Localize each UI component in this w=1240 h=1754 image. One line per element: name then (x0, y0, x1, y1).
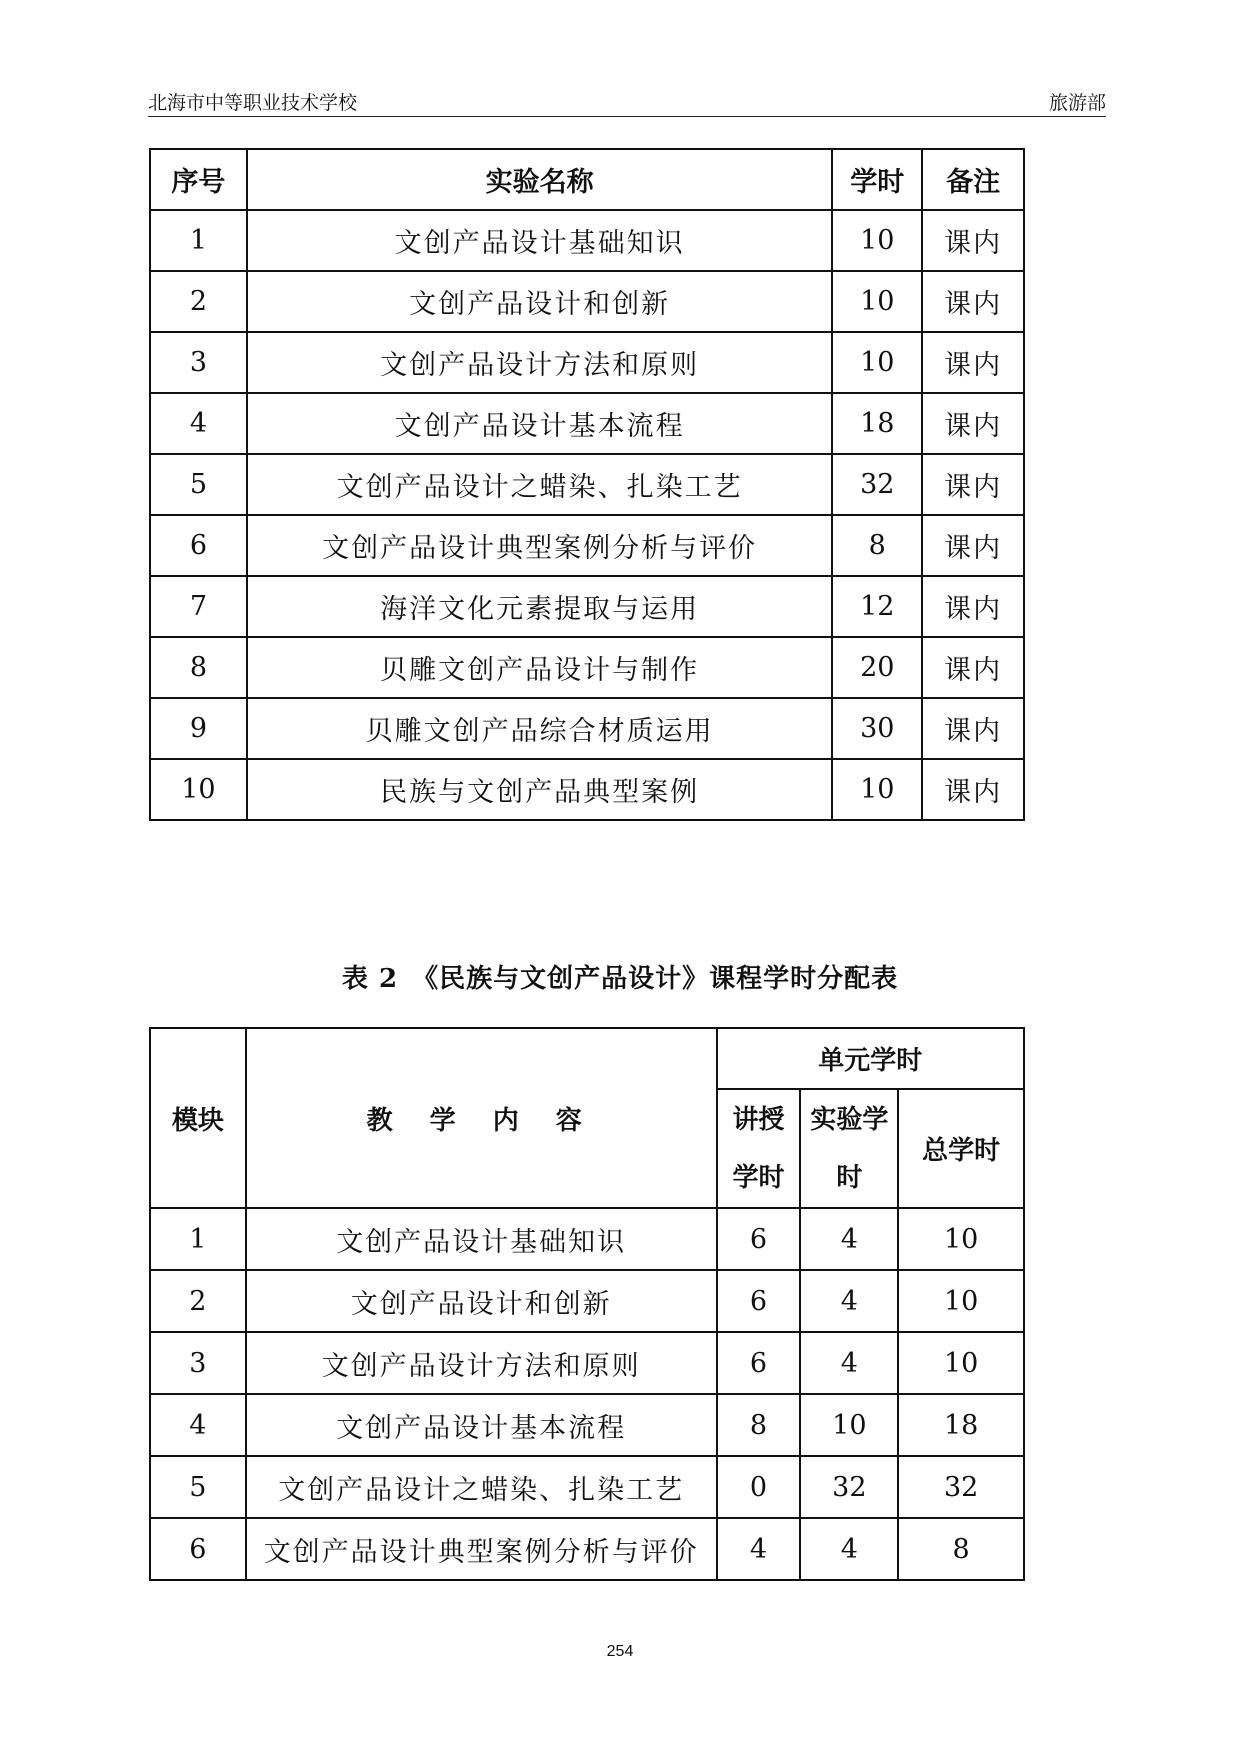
cell-name: 贝雕文创产品综合材质运用 (247, 698, 833, 759)
cell-name: 文创产品设计和创新 (247, 271, 833, 332)
cell-index: 2 (150, 271, 247, 332)
cell-index: 7 (150, 576, 247, 637)
table-row (150, 515, 1024, 576)
cell-name: 贝雕文创产品设计与制作 (247, 637, 833, 698)
cell-hours: 18 (832, 393, 922, 454)
header-lab-line2: 时 (836, 1162, 863, 1193)
cell-remark: 课内 (922, 332, 1024, 393)
experiment-table (149, 148, 1025, 821)
cell-name: 民族与文创产品典型案例 (247, 759, 833, 820)
cell-content: 文创产品设计典型案例分析与评价 (246, 1518, 717, 1580)
cell-content: 文创产品设计方法和原则 (246, 1332, 717, 1394)
table-row (150, 1208, 1024, 1270)
cell-name: 海洋文化元素提取与运用 (247, 576, 833, 637)
cell-lab: 4 (800, 1270, 898, 1332)
table-row (150, 576, 1024, 637)
cell-total: 18 (898, 1394, 1024, 1456)
cell-lab: 4 (800, 1518, 898, 1580)
cell-index: 3 (150, 332, 247, 393)
page-header (148, 88, 1106, 117)
table-row (150, 698, 1024, 759)
header-remark: 备注 (922, 149, 1024, 210)
cell-remark: 课内 (922, 271, 1024, 332)
cell-lecture: 0 (717, 1456, 801, 1518)
cell-lecture: 6 (717, 1208, 801, 1270)
cell-lecture: 6 (717, 1270, 801, 1332)
cell-remark: 课内 (922, 210, 1024, 271)
cell-index: 6 (150, 515, 247, 576)
cell-module: 5 (150, 1456, 246, 1518)
cell-index: 1 (150, 210, 247, 271)
cell-remark: 课内 (922, 759, 1024, 820)
table-row (150, 637, 1024, 698)
table-row (150, 1332, 1024, 1394)
cell-remark: 课内 (922, 454, 1024, 515)
cell-index: 10 (150, 759, 247, 820)
cell-hours: 20 (832, 637, 922, 698)
cell-remark: 课内 (922, 515, 1024, 576)
cell-total: 10 (898, 1332, 1024, 1394)
table-row (150, 1270, 1024, 1332)
cell-total: 8 (898, 1518, 1024, 1580)
cell-module: 2 (150, 1270, 246, 1332)
cell-hours: 32 (832, 454, 922, 515)
cell-module: 1 (150, 1208, 246, 1270)
cell-lecture: 8 (717, 1394, 801, 1456)
cell-lab: 32 (800, 1456, 898, 1518)
table-header-row (150, 1028, 1024, 1089)
cell-lecture: 6 (717, 1332, 801, 1394)
cell-lab: 4 (800, 1332, 898, 1394)
cell-hours: 10 (832, 759, 922, 820)
header-module: 模块 (150, 1028, 246, 1208)
header-index: 序号 (150, 149, 247, 210)
cell-hours: 30 (832, 698, 922, 759)
table-row (150, 759, 1024, 820)
table-row (150, 1518, 1024, 1580)
header-unit-hours: 单元学时 (717, 1028, 1024, 1089)
cell-hours: 10 (832, 210, 922, 271)
school-name: 北海市中等职业技术学校 (148, 92, 358, 114)
header-lecture-line1: 讲授 (732, 1104, 785, 1135)
cell-hours: 8 (832, 515, 922, 576)
cell-total: 10 (898, 1270, 1024, 1332)
header-lab-line1: 实验学 (810, 1104, 889, 1135)
cell-remark: 课内 (922, 698, 1024, 759)
cell-module: 6 (150, 1518, 246, 1580)
table-header-row (150, 149, 1024, 210)
table-row (150, 210, 1024, 271)
cell-hours: 10 (832, 332, 922, 393)
department-name: 旅游部 (1048, 92, 1106, 114)
cell-name: 文创产品设计基本流程 (247, 393, 833, 454)
table-row (150, 271, 1024, 332)
page-number: 254 (606, 1643, 634, 1660)
cell-module: 4 (150, 1394, 246, 1456)
cell-hours: 12 (832, 576, 922, 637)
header-experiment-name: 实验名称 (247, 149, 833, 210)
header-content: 教 学 内 容 (246, 1028, 717, 1208)
cell-remark: 课内 (922, 637, 1024, 698)
cell-content: 文创产品设计和创新 (246, 1270, 717, 1332)
cell-index: 8 (150, 637, 247, 698)
cell-index: 5 (150, 454, 247, 515)
table-row (150, 1456, 1024, 1518)
cell-name: 文创产品设计之蜡染、扎染工艺 (247, 454, 833, 515)
cell-remark: 课内 (922, 576, 1024, 637)
cell-index: 4 (150, 393, 247, 454)
cell-total: 32 (898, 1456, 1024, 1518)
hours-allocation-table (149, 1027, 1025, 1581)
cell-lab: 10 (800, 1394, 898, 1456)
cell-module: 3 (150, 1332, 246, 1394)
header-lecture-line2: 学时 (732, 1162, 785, 1193)
cell-lecture: 4 (717, 1518, 801, 1580)
cell-total: 10 (898, 1208, 1024, 1270)
cell-index: 9 (150, 698, 247, 759)
table-row (150, 332, 1024, 393)
cell-name: 文创产品设计典型案例分析与评价 (247, 515, 833, 576)
table2-caption: 表 2 《民族与文创产品设计》课程学时分配表 (341, 964, 899, 994)
header-lecture-hours (717, 1089, 801, 1208)
cell-lab: 4 (800, 1208, 898, 1270)
header-lab-hours (800, 1089, 898, 1208)
cell-content: 文创产品设计基本流程 (246, 1394, 717, 1456)
cell-name: 文创产品设计基础知识 (247, 210, 833, 271)
table-row (150, 393, 1024, 454)
cell-remark: 课内 (922, 393, 1024, 454)
cell-hours: 10 (832, 271, 922, 332)
cell-name: 文创产品设计方法和原则 (247, 332, 833, 393)
cell-content: 文创产品设计之蜡染、扎染工艺 (246, 1456, 717, 1518)
header-hours: 学时 (832, 149, 922, 210)
header-total-hours: 总学时 (898, 1089, 1024, 1208)
table-row (150, 1394, 1024, 1456)
cell-content: 文创产品设计基础知识 (246, 1208, 717, 1270)
table-row (150, 454, 1024, 515)
